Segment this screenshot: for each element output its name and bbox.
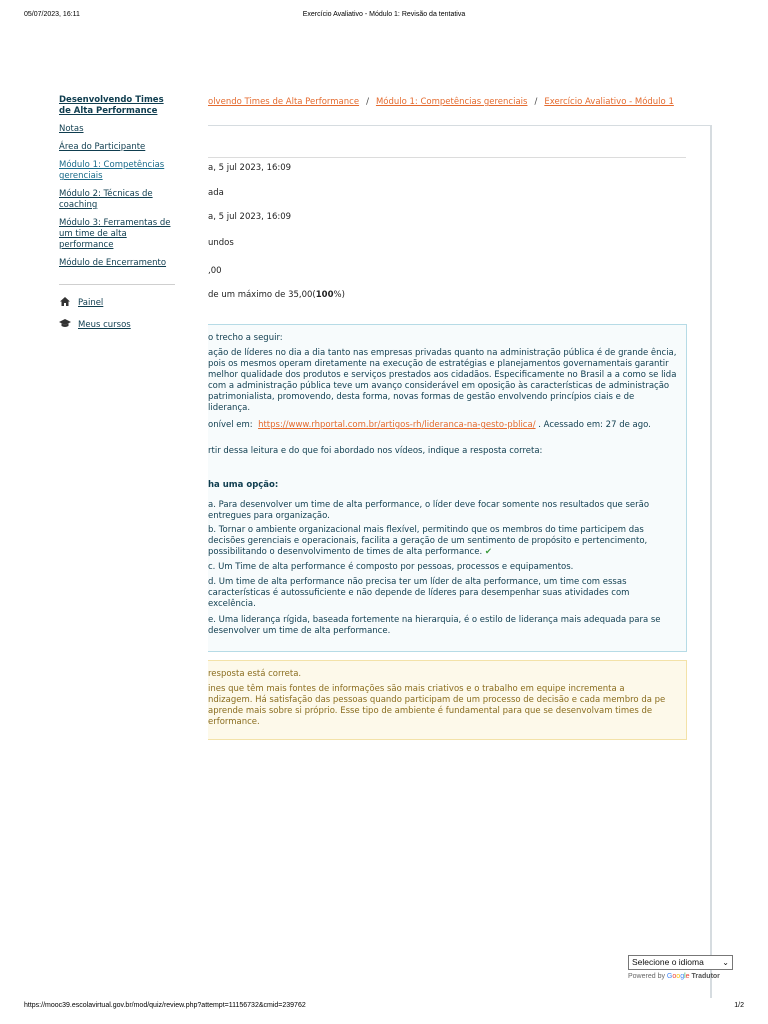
answer-option-d-text: d. Um time de alta performance não precisa ter um líder de alta performance, um time com essas características é autossuficiente e não depende de líderes para desempenhar suas atividades com excelência. [208, 577, 630, 609]
breadcrumb [208, 97, 674, 107]
feedback-general: ines que têm mais fontes de informações são mais criativos e o trabalho em equipe incrementa a ndizagem. Há satisfação das pessoas quando participam de um processo de decisão e cada membro da pe aprende mais sobre si próprio. Esse tipo de ambiente é fundamental para que se desenvolvam times de erformance. [208, 684, 666, 727]
language-select[interactable] [628, 955, 733, 970]
google-letter: o [676, 973, 681, 980]
answer-option-d[interactable] [208, 577, 666, 610]
nav-meus-cursos[interactable] [59, 319, 177, 331]
print-title: Exercício Avaliativo - Módulo 1: Revisão da tentativa [302, 11, 466, 18]
answer-option-e-text: e. Uma liderança rígida, baseada fortemente na hierarquia, é o estilo de liderança mais adequada para se desenvolver um time de alta performance. [208, 615, 661, 636]
summary-time: undos [208, 238, 234, 248]
answer-option-a[interactable] [208, 500, 666, 522]
answer-option-c-text: c. Um Time de alta performance é composto por pessoas, processos e equipamentos. [208, 562, 574, 572]
summary-started: a, 5 jul 2023, 16:09 [208, 163, 292, 173]
google-letter: l [684, 973, 686, 980]
powered-by-google [628, 973, 733, 980]
grade-percent: 100 [315, 290, 334, 300]
answer-option-b-text: b. Tornar o ambiente organizacional mais flexível, permitindo que os membros do time participem das decisões gerenciais e operacionais, facilita a geração de um sentimento de propósito e pertencimento, possibilitando o desenvolvimento de times de alta performance. [208, 525, 648, 557]
graduation-cap-icon [59, 319, 71, 331]
summary-completed: a, 5 jul 2023, 16:09 [208, 212, 292, 222]
sidebar-item-modulo-2[interactable]: Módulo 2: Técnicas de coaching [59, 189, 153, 210]
answer-option-e[interactable] [208, 615, 666, 637]
sidebar-item-modulo-3[interactable]: Módulo 3: Ferramentas de um time de alta performance [59, 218, 171, 250]
sidebar-item-encerramento[interactable]: Módulo de Encerramento [59, 258, 167, 268]
sidebar-course-title[interactable]: Desenvolvendo Times de Alta Performance [59, 95, 164, 116]
summary-state: ada [208, 188, 224, 198]
answer-option-b[interactable] [208, 525, 666, 558]
breadcrumb-course[interactable]: olvendo Times de Alta Performance [208, 97, 360, 107]
source-link[interactable]: https://www.rhportal.com.br/artigos-rh/lideranca-na-gesto-pblica/ [258, 420, 536, 430]
attempt-summary [208, 157, 686, 300]
sidebar-item-modulo-1[interactable]: Módulo 1: Competências gerenciais [59, 160, 165, 181]
feedback-status: resposta está correta. [208, 669, 302, 679]
source-suffix: . Acessado em: 27 de ago. [538, 420, 651, 430]
print-page-number: 1/2 [734, 1002, 744, 1009]
language-select-label: Selecione o idioma [632, 957, 704, 967]
google-letter: e [685, 973, 690, 980]
home-icon [59, 297, 71, 309]
source-prefix: onível em: [208, 420, 253, 430]
nav-painel-label: Painel [78, 298, 104, 308]
course-sidebar [59, 95, 177, 341]
print-datetime: 05/07/2023, 16:11 [24, 11, 80, 18]
correct-check-icon: ✔ [484, 547, 492, 557]
nav-painel[interactable] [59, 297, 177, 309]
choose-one-label: ha uma opção: [208, 480, 279, 490]
answer-option-c[interactable] [208, 562, 666, 573]
google-letter: g [680, 973, 685, 980]
question-prompt: rtir dessa leitura e do que foi abordado nos vídeos, indique a resposta correta: [208, 446, 543, 456]
question-source [208, 420, 651, 430]
feedback-box [208, 660, 687, 740]
powered-by-text: Powered by [628, 973, 665, 980]
translate-widget [628, 955, 733, 980]
chevron-down-icon: ⌄ [722, 958, 729, 967]
sidebar-item-notas[interactable]: Notas [59, 124, 84, 134]
google-letter: G [666, 973, 673, 980]
breadcrumb-separator: / [366, 97, 369, 107]
question-intro: o trecho a seguir: [208, 333, 283, 343]
grade-prefix: de um máximo de 35,00( [208, 290, 316, 300]
breadcrumb-separator: / [534, 97, 538, 107]
answer-option-a-text: a. Para desenvolver um time de alta performance, o líder deve focar somente nos resultados que serão entregues para organização. [208, 500, 650, 521]
breadcrumb-module[interactable]: Módulo 1: Competências gerenciais [375, 97, 528, 107]
summary-marks: ,00 [208, 266, 222, 276]
summary-grade [208, 290, 345, 300]
sidebar-divider [59, 284, 175, 285]
sidebar-item-area-participante[interactable]: Área do Participante [59, 142, 146, 152]
tradutor-text: Tradutor [691, 973, 720, 980]
google-letter: o [672, 973, 677, 980]
breadcrumb-exercise[interactable]: Exercício Avaliativo - Módulo 1 [544, 97, 674, 107]
google-logo [667, 973, 690, 980]
question-text: ação de líderes no dia a dia tanto nas empresas privadas quanto na administração pública é de grande ência, pois os mesmos operam diretamente na execução de estratégias e planejamentos governamentais garantir melhor qualidade dos produtos e serviços prestados aos cidadãos. Especificamente no Brasil a a como se lida com a administração pública teve um avanço considerável em oposição às características de administração patrimonialista, promovendo, desta forma, novas formas de gestão envolvendo princípios ciais e de liderança. [208, 348, 677, 413]
grade-suffix: %) [333, 290, 345, 300]
question-box [208, 324, 687, 652]
summary-divider [208, 157, 686, 158]
print-url: https://mooc39.escolavirtual.gov.br/mod/quiz/review.php?attempt=11156732&cmid=239762 [24, 1002, 306, 1009]
nav-meus-cursos-label: Meus cursos [78, 320, 131, 330]
